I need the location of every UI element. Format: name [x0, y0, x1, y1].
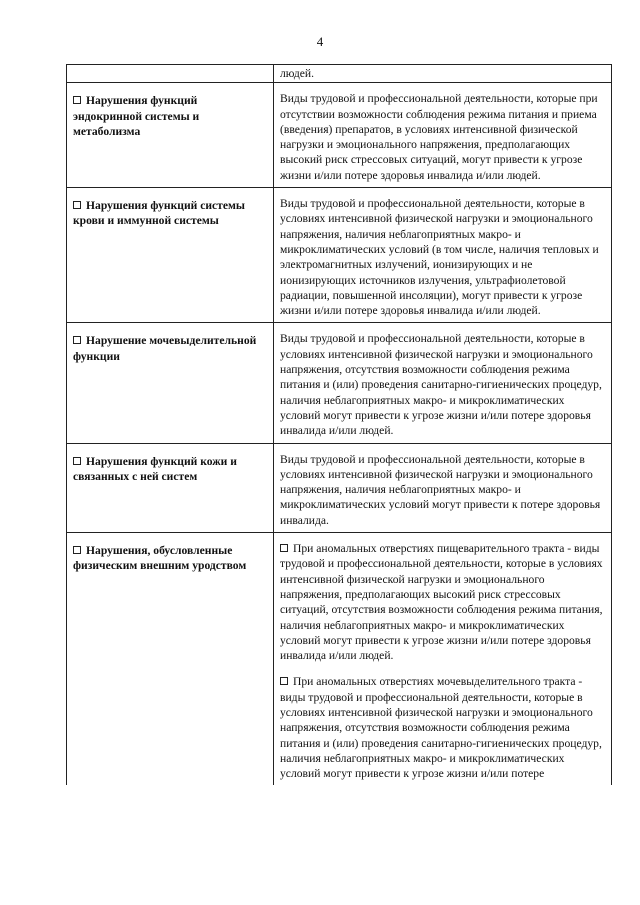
description-text: Виды трудовой и профессиональной деятельности, которые в условиях интенсивной физической нагрузки и эмоционального напряжения, наличия неблагоприятных макро- и микроклиматических условий могут привести к потере здоровья инвалида. — [280, 452, 601, 527]
table-row — [67, 323, 612, 443]
description-text — [280, 541, 605, 663]
table-row-continued — [67, 65, 612, 83]
description-text-body: При аномальных отверстиях пищеварительного тракта - виды трудовой и профессиональной деятельности, которые в условиях интенсивной физической нагрузки и эмоционального напряжения, предполагающих высокий риск стрессовых ситуаций, отсутствия возможности соблюдения режима питания, наличия неблагоприятных макро- и микроклиматических условий могут привести к угрозе жизни и/или потере здоровья инвалида и/или людей. — [280, 542, 603, 663]
checkbox-icon — [73, 546, 81, 554]
category-cell — [67, 443, 274, 532]
description-cell — [274, 323, 612, 443]
checkbox-icon — [280, 677, 288, 685]
description-cell — [274, 83, 612, 188]
description-text: Виды трудовой и профессиональной деятельности, которые при отсутствии возможности соблюдения режима питания и приема (введения) препаратов, в условиях интенсивной физической нагрузки и эмоционального напряжения, предполагающих высокий риск стрессовых ситуаций, могут привести к угрозе жизни и/или потере здоровья инвалида и/или людей. — [280, 92, 598, 182]
description-text: Виды трудовой и профессиональной деятельности, которые в условиях интенсивной физической нагрузки и эмоционального напряжения, отсутствия возможности соблюдения режима питания и (или) проведения санитарно-гигиенических процедур, наличия неблагоприятных макро- и микроклиматических условий могут привести к угрозе жизни и/или потере здоровья инвалида и/или людей. — [280, 332, 602, 438]
category-cell — [67, 83, 274, 188]
table-row — [67, 443, 612, 532]
description-text: Виды трудовой и профессиональной деятельности, которые в условиях интенсивной физической нагрузки и эмоционального напряжения, наличия неблагоприятных макро- и микроклиматических условий (в том числе, наличия тепловых и электромагнитных излучений, ионизирующих и не ионизирующих источников излучения, ультрафиолетовой радиации, повышенной инсоляции), могут привести к угрозе жизни и/или потере здоровья инвалида и/или людей. — [280, 197, 599, 318]
category-label: Нарушения, обусловленные физическим внешним уродством — [73, 544, 247, 573]
checkbox-icon — [73, 96, 81, 104]
category-cell — [67, 323, 274, 443]
category-label: Нарушения функций эндокринной системы и метаболизма — [73, 94, 200, 138]
checkbox-icon — [73, 336, 81, 344]
table-row — [67, 83, 612, 188]
continued-text: людей. — [274, 65, 612, 83]
category-cell — [67, 188, 274, 323]
description-text-body: При аномальных отверстиях мочевыделительного тракта - виды трудовой и профессиональной деятельности, которые в условиях интенсивной физической нагрузки и эмоционального напряжения, отсутствия возможности соблюдения режима питания и (или) проведения санитарно-гигиенических процедур, наличия неблагоприятных макро- и микроклиматических условий могут привести к угрозе жизни и/или потере — [280, 675, 602, 781]
checkbox-icon — [73, 201, 81, 209]
page-number: 4 — [316, 34, 324, 49]
category-label: Нарушение мочевыделительной функции — [73, 334, 257, 363]
category-cell — [67, 533, 274, 786]
description-cell — [274, 188, 612, 323]
description-cell — [274, 533, 612, 786]
category-label: Нарушения функций кожи и связанных с ней систем — [73, 454, 237, 483]
description-text — [280, 674, 605, 781]
checkbox-icon — [73, 457, 81, 465]
table-row — [67, 188, 612, 323]
restrictions-table — [66, 64, 612, 785]
table-row — [67, 533, 612, 786]
description-cell — [274, 443, 612, 532]
empty-cell — [67, 65, 274, 83]
category-label: Нарушения функций системы крови и иммунной системы — [73, 199, 245, 228]
checkbox-icon — [280, 544, 288, 552]
